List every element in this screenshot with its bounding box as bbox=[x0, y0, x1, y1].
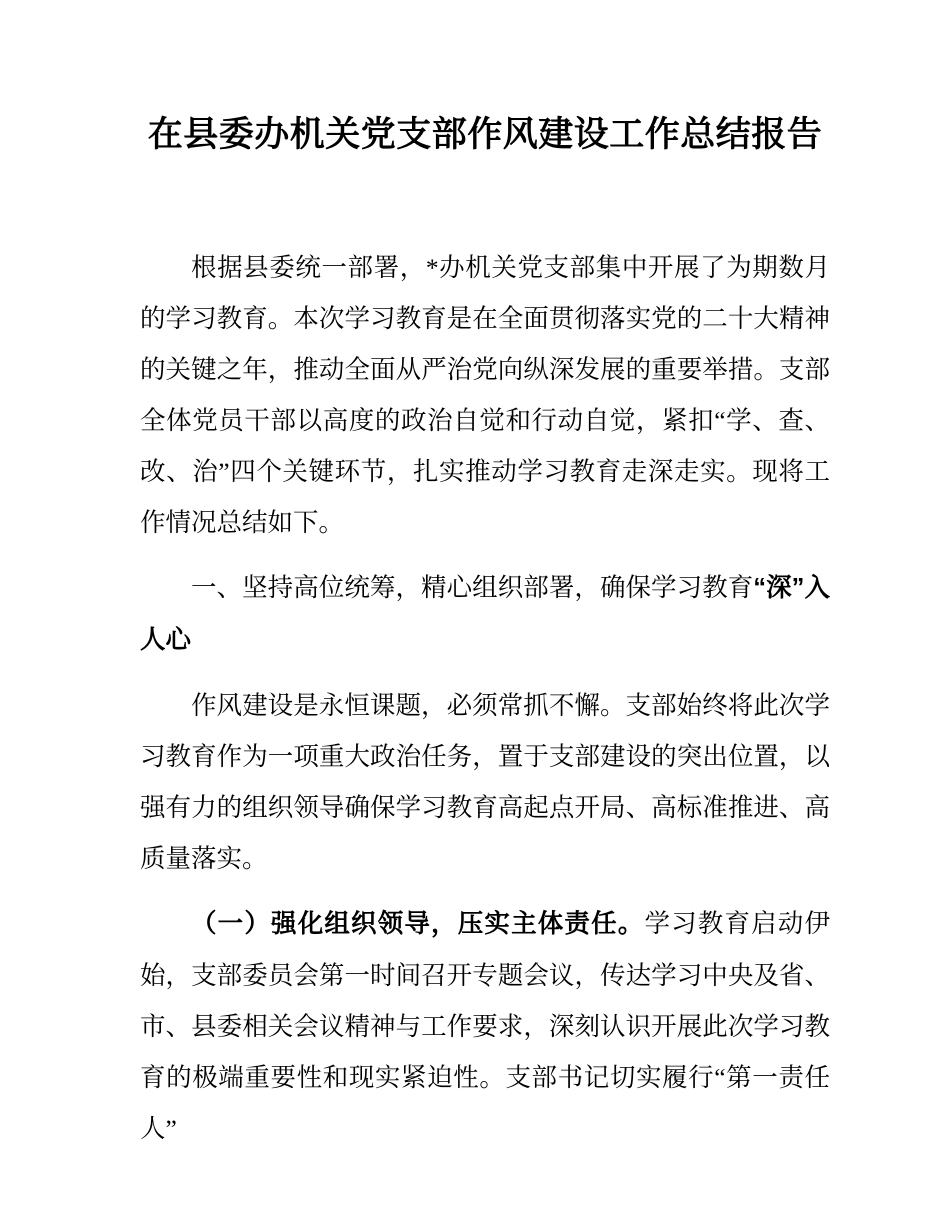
body-text: 根据县委统一部署，*办机关党支部集中开展了为期数月的学习教育。本次学习教育是在全面贯彻落实党的二十大精神的关键之年，推动全面从严治党向纵深发展的重要举措。支部全体党员干部以高度的政治自觉和行动自觉，紧扣“学、查、改、治”四个关键环节，扎实推动学习教育走深走实。现将工作情况总结如下。 bbox=[140, 253, 830, 537]
body-text: 一、坚持高位统筹，精心组织部署，确保学习教育 bbox=[191, 573, 754, 602]
emphasis-text: “深”入人心 bbox=[140, 574, 830, 654]
document-title: 在县委办机关党支部作风建设工作总结报告 bbox=[147, 115, 823, 154]
paragraph bbox=[140, 242, 830, 548]
body-text: 作风建设是永恒课题，必须常抓不懈。支部始终将此次学习教育作为一项重大政治任务，置于支部建设的突出位置，以强有力的组织领导确保学习教育高起点开局、高标准推进、高质量落实。 bbox=[140, 691, 830, 873]
body-text: 学习教育启动伊始，支部委员会第一时间召开专题会议，传达学习中央及省、市、县委相关会议精神与工作要求，深刻认识开展此次学习教育的极端重要性和现实紧迫性。支部书记切实履行“第一责任人” bbox=[140, 909, 830, 1143]
document-body bbox=[140, 242, 830, 1154]
paragraph bbox=[140, 680, 830, 884]
emphasis-text: （一）强化组织领导，压实主体责任。 bbox=[191, 910, 645, 938]
section-heading bbox=[140, 562, 830, 666]
paragraph bbox=[140, 898, 830, 1154]
